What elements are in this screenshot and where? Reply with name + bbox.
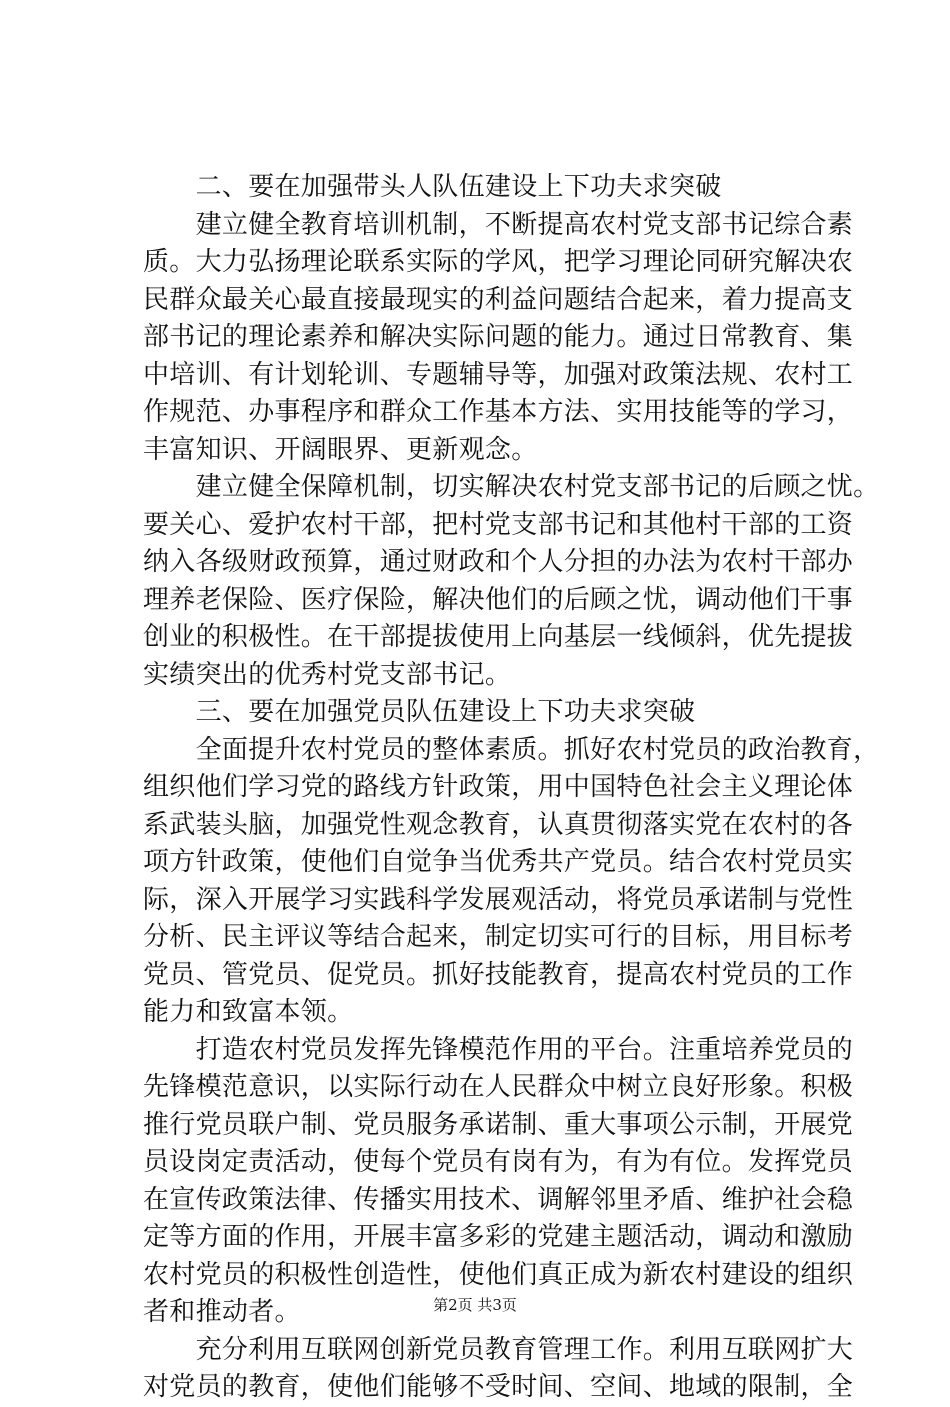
text-line: 组织他们学习党的路线方针政策，用中国特色社会主义理论体 [143,772,854,802]
text-line: 农村党员的积极性创造性，使他们真正成为新农村建设的组织 [143,1259,854,1290]
text-line: 实绩突出的优秀村党支部书记。 [143,659,512,690]
text-line: 分析、民主评议等结合起来，制定切实可行的目标，用目标考 [143,922,854,952]
text-line: 中培训、有计划轮训、专题辅导等，加强对政策法规、农村工 [143,359,854,390]
text-line: 建立健全保障机制，切实解决农村党支部书记的后顾之忧。 [143,472,880,502]
text-line: 打造农村党员发挥先锋模范作用的平台。注重培养党员的 [143,1034,854,1065]
text-line: 者和推动者。 [143,1297,301,1327]
text-line: 全面提升农村党员的整体素质。抓好农村党员的政治教育， [143,734,880,765]
text-line: 充分利用互联网创新党员教育管理工作。利用互联网扩大 [143,1334,854,1365]
text-line: 定等方面的作用，开展丰富多彩的党建主题活动，调动和激励 [143,1222,854,1252]
document-body [143,169,880,1407]
text-line: 质。大力弘扬理论联系实际的学风，把学习理论同研究解决农 [143,247,854,277]
text-line: 对党员的教育，使他们能够不受时间、空间、地域的限制，全 [143,1372,854,1402]
text-line: 建立健全教育培训机制，不断提高农村党支部书记综合素 [143,209,854,240]
text-line: 在宣传政策法律、传播实用技术、调解邻里矛盾、维护社会稳 [143,1184,854,1215]
text-line: 部书记的理论素养和解决实际问题的能力。通过日常教育、集 [143,322,854,352]
text-line: 民群众最关心最直接最现实的利益问题结合起来，着力提高支 [143,284,854,315]
text-line: 三、要在加强党员队伍建设上下功夫求突破 [143,697,696,727]
text-line: 项方针政策，使他们自觉争当优秀共产党员。结合农村党员实 [143,847,854,877]
text-line: 理养老保险、医疗保险，解决他们的后顾之忧，调动他们干事 [143,584,854,615]
text-line: 创业的积极性。在干部提拔使用上向基层一线倾斜，优先提拔 [143,622,854,652]
text-line: 党员、管党员、促党员。抓好技能教育，提高农村党员的工作 [143,959,854,990]
text-line: 员设岗定责活动，使每个党员有岗有为，有为有位。发挥党员 [143,1147,854,1177]
page-footer: 第2页 共3页 [433,1296,517,1314]
text-line: 纳入各级财政预算，通过财政和个人分担的办法为农村干部办 [143,547,854,577]
text-line: 推行党员联户制、党员服务承诺制、重大事项公示制，开展党 [143,1109,854,1140]
text-line: 能力和致富本领。 [143,997,354,1027]
text-line: 二、要在加强带头人队伍建设上下功夫求突破 [143,172,722,202]
text-line: 际，深入开展学习实践科学发展观活动，将党员承诺制与党性 [143,884,854,915]
text-line: 系武装头脑，加强党性观念教育，认真贯彻落实党在农村的各 [143,809,854,840]
text-line: 丰富知识、开阔眼界、更新观念。 [143,434,538,465]
text-line: 先锋模范意识，以实际行动在人民群众中树立良好形象。积极 [143,1072,854,1102]
text-line: 要关心、爱护农村干部，把村党支部书记和其他村干部的工资 [143,509,854,540]
text-line: 作规范、办事程序和群众工作基本方法、实用技能等的学习， [143,397,854,427]
